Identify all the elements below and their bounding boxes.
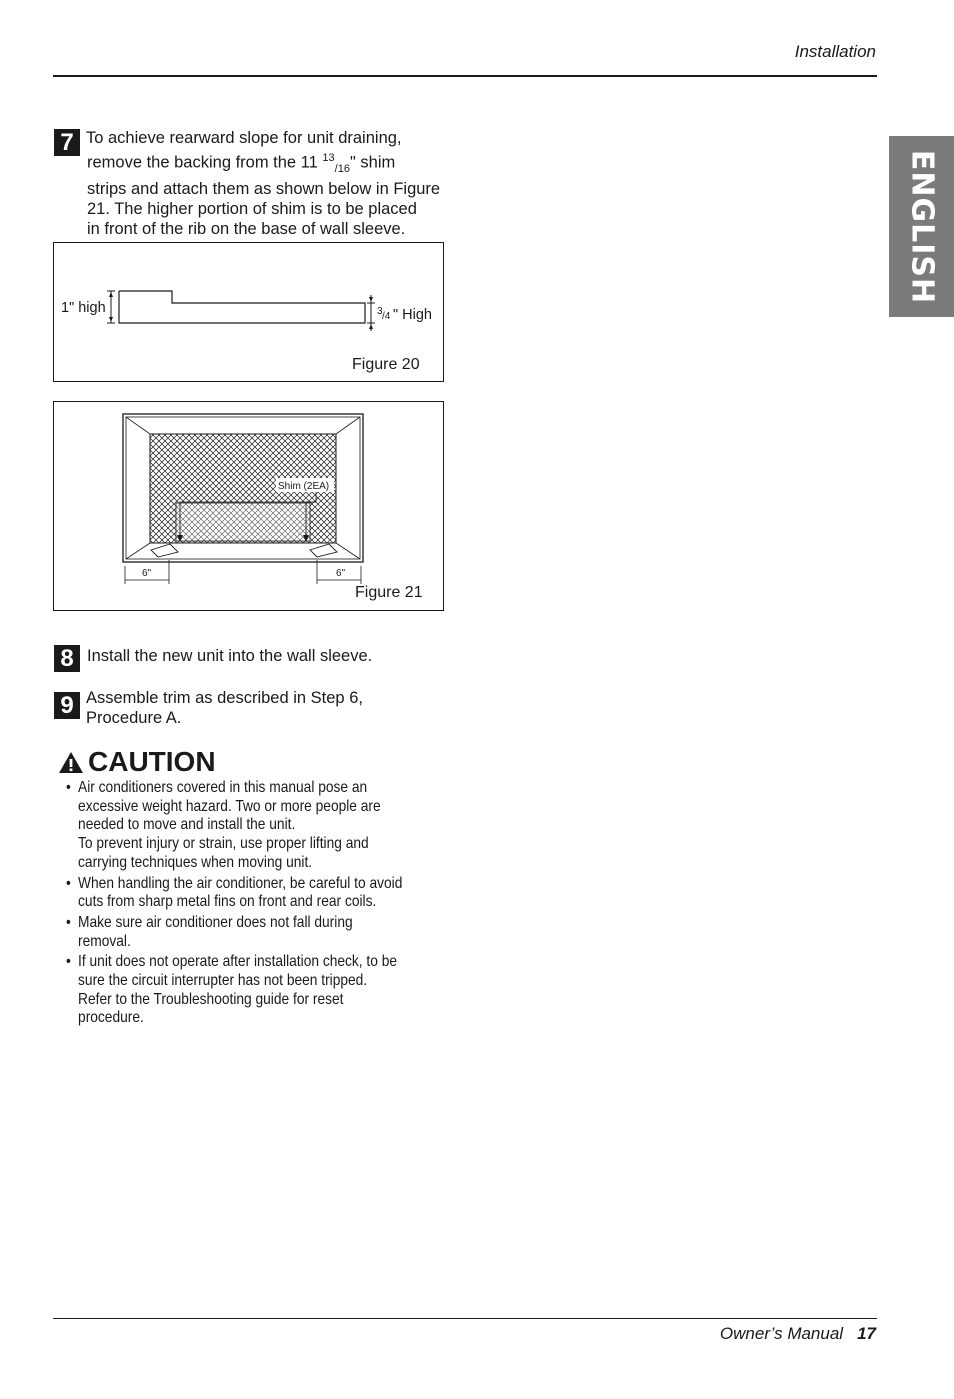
figure-21 bbox=[53, 401, 444, 611]
right-offset-label: 6" bbox=[336, 568, 346, 579]
section-title: Installation bbox=[794, 42, 876, 61]
right-height-denominator: /4 bbox=[382, 311, 391, 322]
figure-21-caption: Figure 21 bbox=[355, 584, 423, 601]
warning-icon bbox=[58, 751, 84, 774]
caution-item: • If unit does not operate after installation check, to be sure the circuit interrupter has not been tripped. Refer to the Troubleshooting guide for reset procedure. bbox=[66, 953, 456, 1028]
step-9-line-2: Procedure A. bbox=[86, 709, 182, 727]
left-height-label: 1" high bbox=[61, 300, 106, 316]
caution-item: • When handling the air conditioner, be careful to avoid cuts from sharp metal fins on front and rear coils. bbox=[66, 875, 456, 912]
step-7-line-5: in front of the rib on the base of wall sleeve. bbox=[87, 219, 406, 238]
figure-20 bbox=[53, 242, 444, 382]
step-8-number: 8 bbox=[54, 645, 80, 672]
caution-list bbox=[66, 779, 401, 1030]
page-footer bbox=[720, 1324, 876, 1344]
step-7-line-2: remove the backing from the 11 $^{13}_{/16}$" shim bbox=[87, 152, 396, 175]
caution-item: • Make sure air conditioner does not fall during removal. bbox=[66, 914, 456, 951]
step-7-line-4: 21. The higher portion of shim is to be placed bbox=[87, 199, 417, 218]
step-9-text bbox=[86, 688, 363, 728]
language-tab-label: ENGLISH bbox=[904, 149, 939, 304]
caution-item: • Air conditioners covered in this manual pose an excessive weight hazard. Two or more people are needed to move and install the unit. To prevent injury or strain, use proper lifting and carrying techniques when moving unit. bbox=[66, 779, 456, 873]
left-offset-label: 6" bbox=[142, 568, 152, 579]
right-height-label: " High bbox=[393, 307, 432, 323]
step-9-number: 9 bbox=[54, 692, 80, 719]
step-7-number: 7 bbox=[54, 129, 80, 156]
figure-20-caption: Figure 20 bbox=[352, 356, 420, 373]
step-7-line-3: strips and attach them as shown below in Figure bbox=[87, 179, 441, 198]
step-7-text bbox=[86, 128, 466, 239]
step-7-line-1: To achieve rearward slope for unit draining, bbox=[86, 129, 402, 147]
wall-sleeve-diagram bbox=[54, 402, 443, 610]
footer-rule bbox=[53, 1318, 877, 1319]
caution-heading bbox=[58, 746, 216, 778]
shim-label: Shim (2EA) bbox=[278, 481, 330, 492]
language-tab bbox=[889, 136, 954, 317]
header-rule bbox=[53, 75, 877, 77]
right-height-numerator: 3 bbox=[377, 306, 383, 317]
step-8-text: Install the new unit into the wall sleeve. bbox=[87, 647, 373, 665]
page-number: 17 bbox=[857, 1324, 876, 1343]
caution-title: CAUTION bbox=[88, 746, 216, 777]
step-9-line-1: Assemble trim as described in Step 6, bbox=[86, 689, 363, 707]
manual-title: Owner’s Manual bbox=[719, 1324, 844, 1343]
